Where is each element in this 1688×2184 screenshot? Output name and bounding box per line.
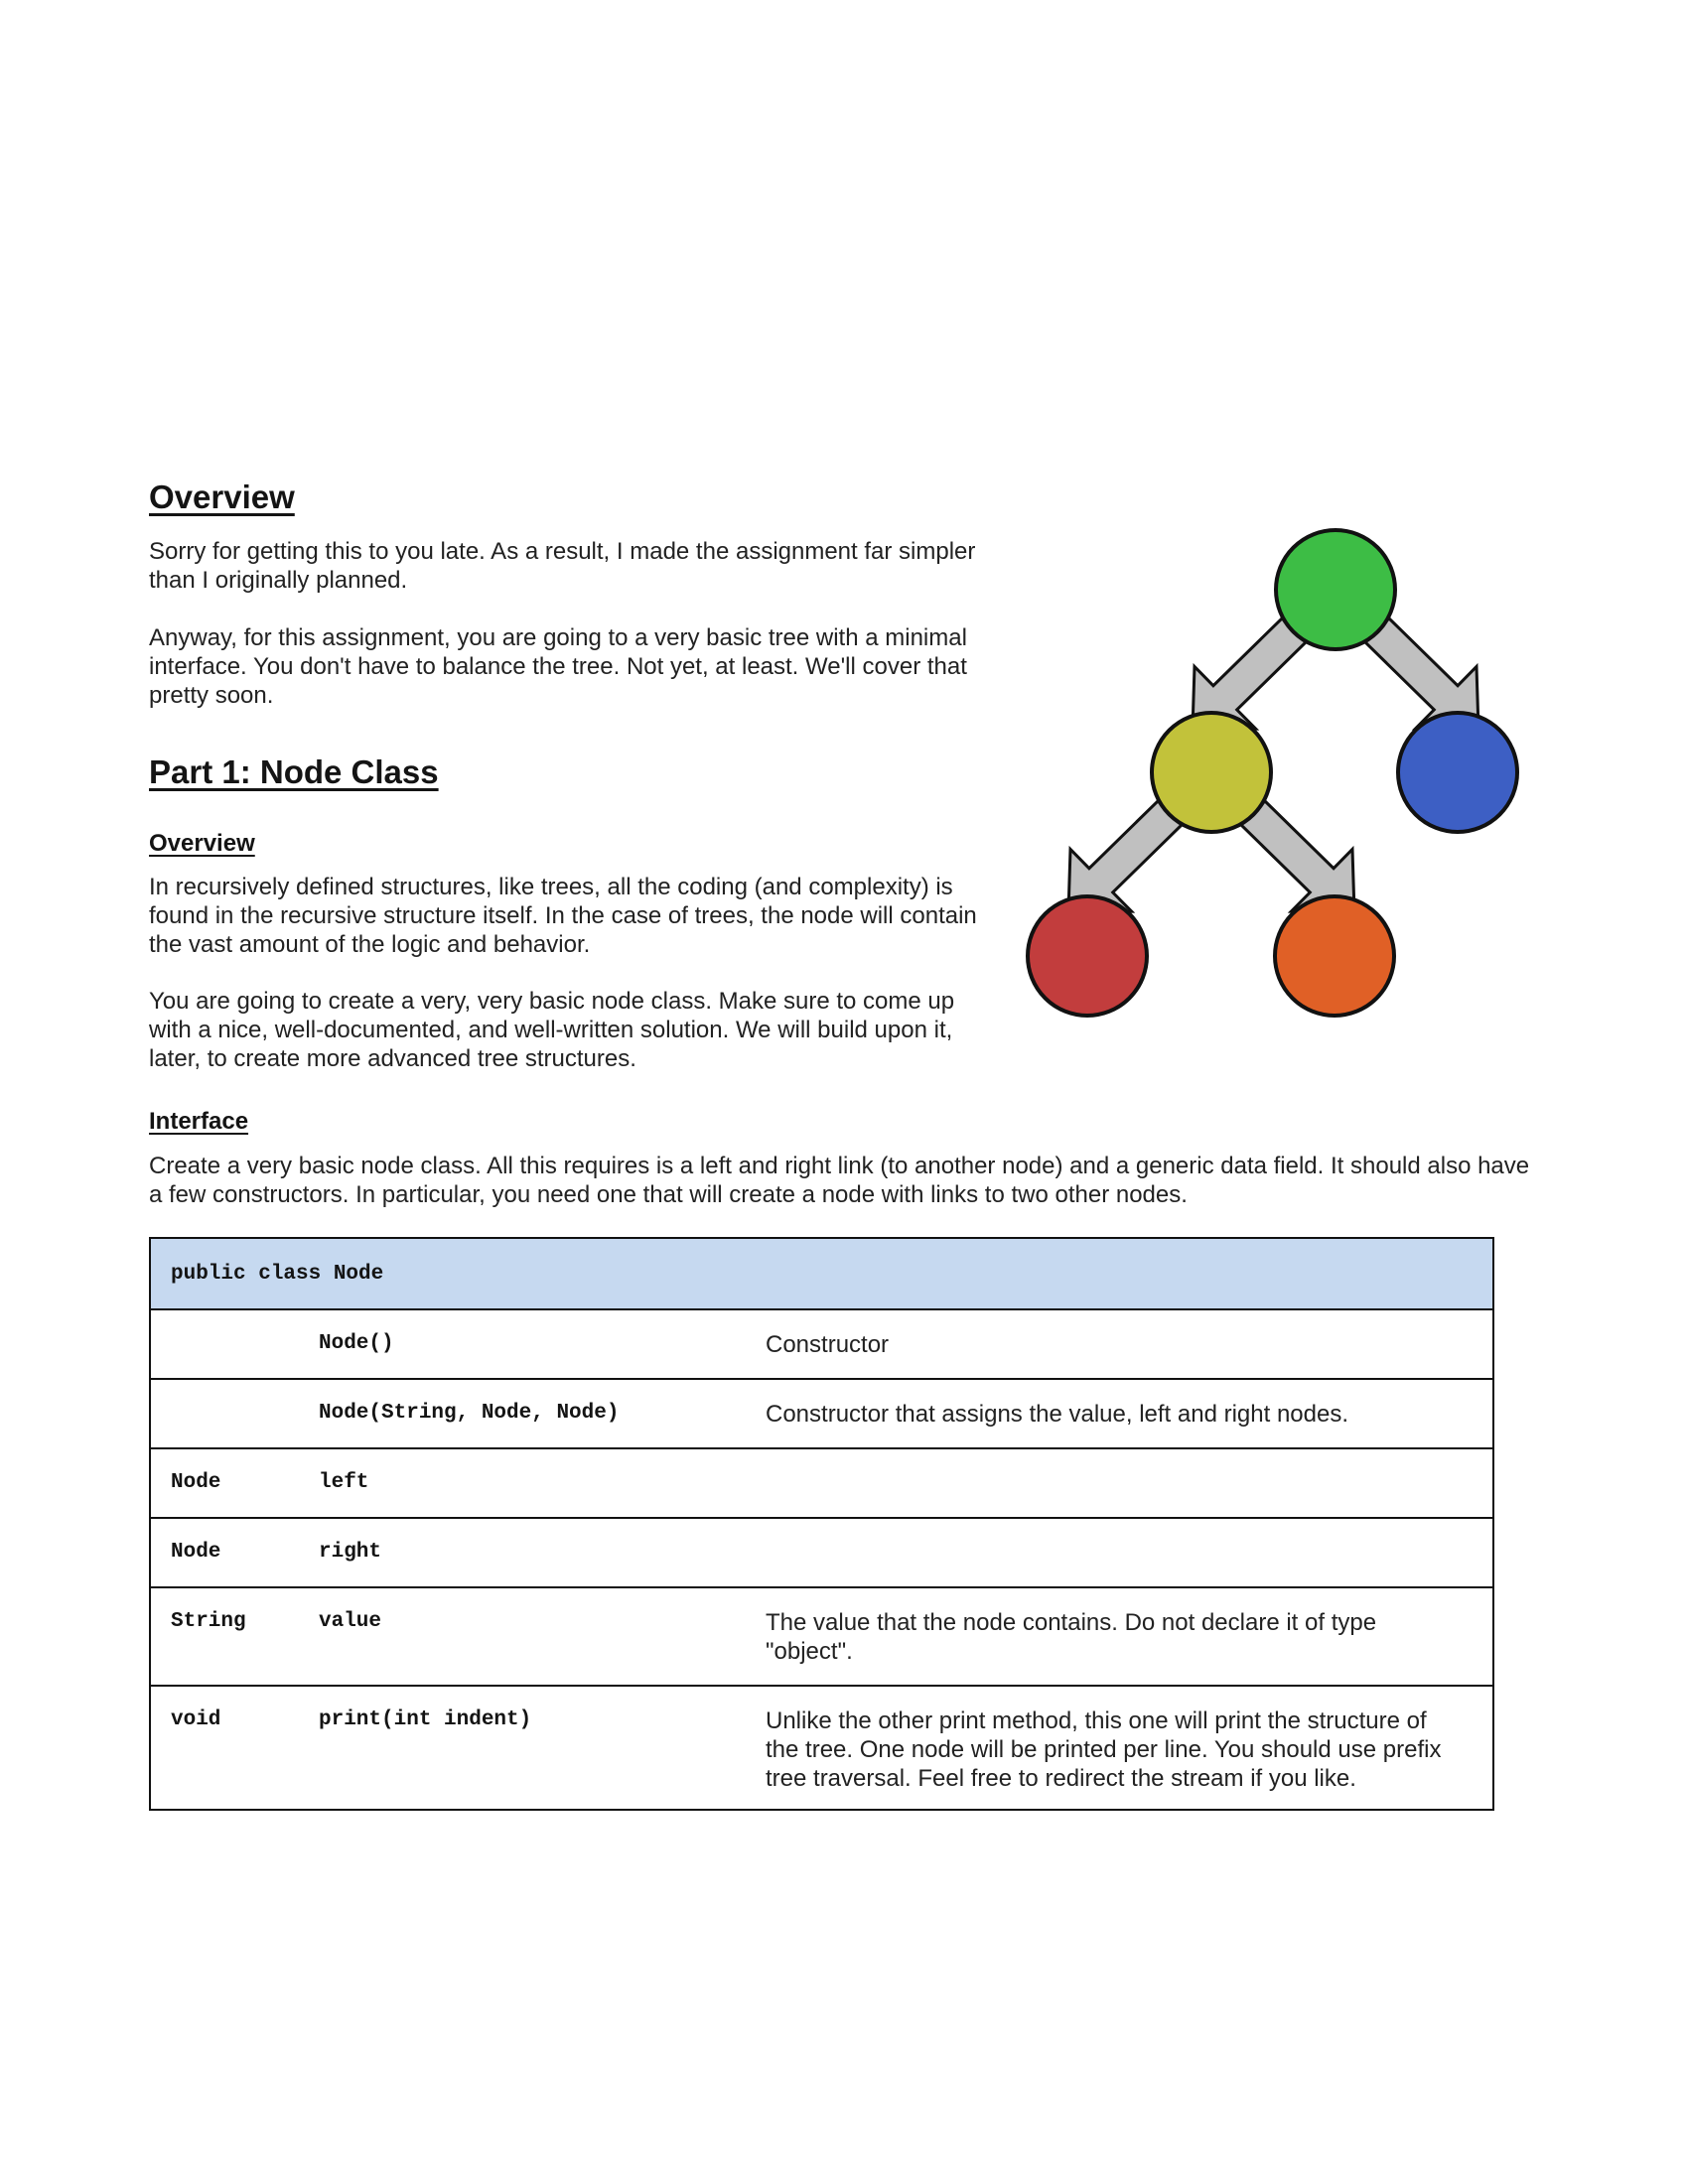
tree-nodes	[1028, 530, 1517, 1016]
tree-node-left-right	[1275, 896, 1394, 1016]
table-row	[150, 1448, 1493, 1518]
table-header-cell	[150, 1238, 1493, 1309]
row-member: right	[319, 1541, 382, 1564]
row-type: Node	[171, 1471, 221, 1494]
node-interface-table	[149, 1237, 1494, 1811]
tree-node-right	[1398, 713, 1517, 832]
table-row	[150, 1379, 1493, 1448]
table-row	[150, 1587, 1493, 1686]
row-member: print(int indent)	[319, 1708, 532, 1731]
row-description: Constructor that assigns the value, left and right nodes.	[766, 1401, 1349, 1428]
binary-tree-diagram	[1011, 521, 1527, 1032]
part1-overview-paragraph-1: In recursively defined structures, like trees, all the coding (and complexity) is found in the recursive structure itself. In the case of trees, the node will contain the vast amount of the logic and behavior.	[149, 874, 977, 958]
part1-heading: Part 1: Node Class	[149, 753, 439, 790]
overview-paragraph-2: Anyway, for this assignment, you are going to a very basic tree with a minimal interface. You don't have to balance the tree. Not yet, at least. We'll cover that pretty soon.	[149, 624, 967, 709]
tree-node-left-left	[1028, 896, 1147, 1016]
table-row	[150, 1518, 1493, 1587]
row-member: Node()	[319, 1332, 394, 1355]
row-description: Constructor	[766, 1331, 890, 1358]
row-type: void	[171, 1708, 221, 1731]
part1-overview-subheading: Overview	[149, 830, 255, 857]
tree-node-left	[1152, 713, 1271, 832]
part1-overview-paragraph-2: You are going to create a very, very basic node class. Make sure to come up with a nice, well-documented, and well-written solution. We will build upon it, later, to create more advanced tree structures.	[149, 988, 955, 1072]
overview-heading: Overview	[149, 478, 295, 515]
row-type: Node	[171, 1541, 221, 1564]
row-type: String	[171, 1610, 246, 1633]
table-row	[150, 1686, 1493, 1810]
tree-node-root	[1276, 530, 1395, 649]
table-header-row	[150, 1238, 1493, 1309]
row-description: The value that the node contains. Do not declare it of type "object".	[766, 1609, 1377, 1665]
row-member: Node(String, Node, Node)	[319, 1402, 620, 1425]
row-member: left	[319, 1471, 369, 1494]
interface-subheading: Interface	[149, 1108, 249, 1135]
row-description: Unlike the other print method, this one will print the structure of the tree. One node will be printed per line. You should use prefix tree traversal. Feel free to redirect the stream if you like.	[766, 1707, 1442, 1792]
overview-paragraph-1: Sorry for getting this to you late. As a result, I made the assignment far simpler than I originally planned.	[149, 538, 976, 594]
table-row	[150, 1309, 1493, 1379]
row-member: value	[319, 1610, 382, 1633]
interface-paragraph: Create a very basic node class. All this requires is a left and right link (to another node) and a generic data field. It should also have a few constructors. In particular, you need one that will create a node with links to two other nodes.	[149, 1153, 1530, 1208]
table-header-text: public class Node	[171, 1262, 384, 1286]
